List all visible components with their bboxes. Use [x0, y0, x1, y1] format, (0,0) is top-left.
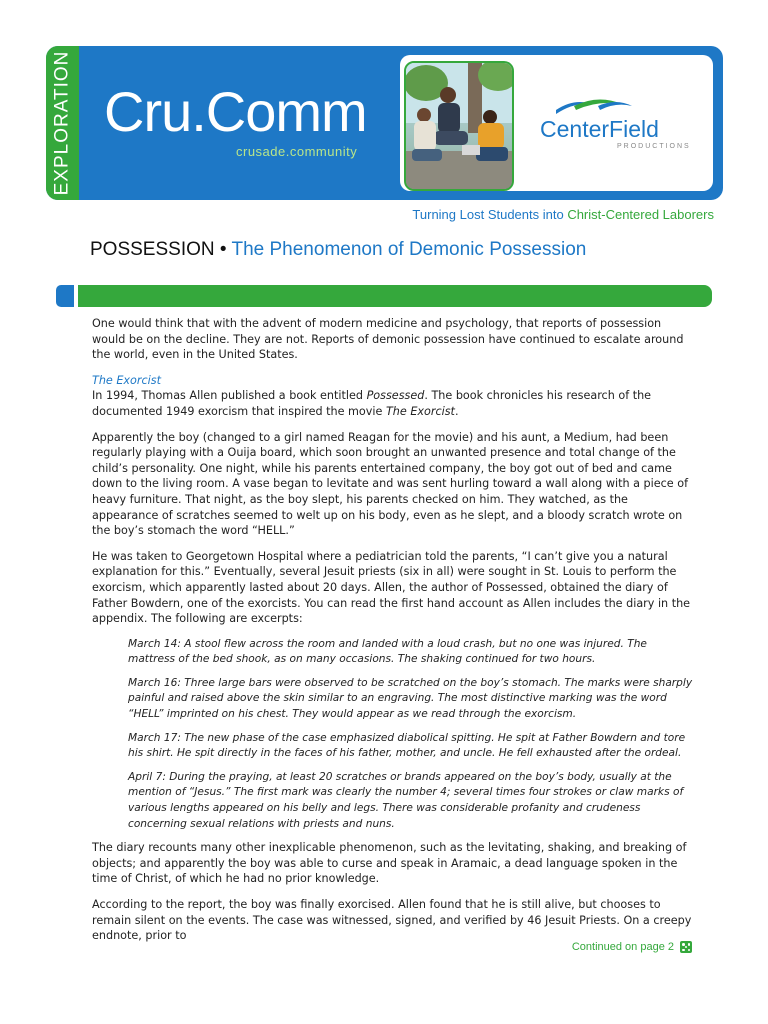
continued-label: Continued on page 2: [571, 941, 674, 953]
excerpt-march-17: March 17: The new phase of the case emphasized diabolical spitting. He spit at Father Bowdern and tore his shirt. He spit directly in the faces of his father, mother, and uncle. He fell exhausted after the ordeal.: [128, 731, 686, 760]
divider-bar-blue: [56, 285, 74, 307]
partner-tagline: PRODUCTIONS: [617, 143, 691, 150]
p1-book-title: Possessed: [366, 389, 425, 403]
centerfield-logo-icon: [554, 96, 634, 118]
students-photo-illustration: [406, 63, 512, 189]
section-tab-label: EXPLORATION: [51, 50, 73, 196]
excerpt-march-16: March 16: Three large bars were observed to be scratched on the boy’s stomach. The marks were sharply painful and raised above the skin similar to an engraving. The most distinctive marking was the word “HELL” imprinted on his chest. They would appear as we read through the exorcism.: [128, 676, 693, 721]
paragraph-4: The diary recounts many other inexplicable phenomenon, such as the levitating, shaking, and breaking of objects; and apparently the boy was able to curse and speak in Aramaic, a dead language spoken in the time of Christ, of which he had no prior knowledge.: [92, 841, 687, 886]
intro-paragraph: One would think that with the advent of modern medicine and psychology, that reports of possession would be on the decline. They are not. Reports of demonic possession have continued to escalate around the world, even in the United States.: [92, 317, 684, 362]
continued-link[interactable]: [572, 941, 692, 953]
page-title-sub: The Phenomenon of Demonic Possession: [231, 239, 587, 260]
students-photo: [404, 61, 514, 191]
p1-text-a: In 1994, Thomas Allen published a book entitled: [92, 389, 367, 403]
section-tab: [46, 46, 79, 200]
p1-movie-title: The Exorcist: [385, 404, 455, 418]
dice-icon: [680, 941, 692, 953]
article-body: [92, 316, 697, 954]
page-title-main: POSSESSION: [90, 239, 215, 260]
divider-bar-green: [78, 285, 712, 307]
page-title: [90, 239, 586, 261]
tagline-part1: Turning Lost Students into: [412, 207, 568, 222]
paragraph-1: [92, 388, 697, 419]
excerpt-march-14: March 14: A stool flew across the room and landed with a loud crash, but no one was injured. The mattress of the bed shook, as on many occasions. The shaking continued for two hours.: [128, 637, 647, 666]
section-heading: The Exorcist: [92, 373, 161, 387]
excerpt-april-7: April 7: During the praying, at least 20 scratches or brands appeared on the boy’s body, usually at the mention of “Jesus.” The first mark was clearly the number 4; several times four strokes or claw marks of various lengths appeared on his belly and legs. There was considerable profanity and crudeness concerning sexual relations with priests and nuns.: [128, 770, 684, 830]
paragraph-3: He was taken to Georgetown Hospital where a pediatrician told the parents, “I can’t give you a natural explanation for this.” Eventually, several Jesuit priests (six in all) were sought in St. Louis to perform the exorcism, which apparently lasted about 20 days. Allen, the author of Possessed, obtained the diary of Father Bowdern, one of the exorcists. You can read the first hand account as Allen includes the diary in the appendix. The following are excerpts:: [92, 549, 691, 626]
logo-title: Cru.Comm: [104, 80, 367, 143]
tagline-part2: Christ-Centered Laborers: [567, 207, 714, 222]
p1-text-c: . The book chronicles his research of the documented 1949 exorcism that inspired the movie: [92, 389, 652, 418]
logo-subtitle: crusade.community: [236, 144, 358, 159]
paragraph-5: According to the report, the boy was finally exorcised. Allen found that he is still alive, but chooses to remain silent on the events. The case was witnessed, signed, and verified by 46 Jesuit Priests. On a creepy endnote, prior to: [92, 898, 692, 943]
partner-name: CenterField: [540, 116, 659, 142]
paragraph-2: Apparently the boy (changed to a girl named Reagan for the movie) and his aunt, a Medium, had been regularly playing with a Ouija board, which soon brought an unwanted presence and total change of the child’s personality. One night, while his parents entertained company, the boy got out of bed and came down to the living room. A vase began to levitate and was sent hurling toward a wall along with a piece of heavy furniture. That night, as the boy slept, his parents checked on him. They watched, as the appearance of scratches seemed to welt up on his body, even as he slept, and a bloody scratch wrote on the boy’s stomach the word “HELL.”: [92, 430, 689, 538]
page-title-separator: •: [214, 239, 232, 260]
tagline: [412, 207, 714, 222]
p1-text-e: .: [454, 404, 459, 418]
